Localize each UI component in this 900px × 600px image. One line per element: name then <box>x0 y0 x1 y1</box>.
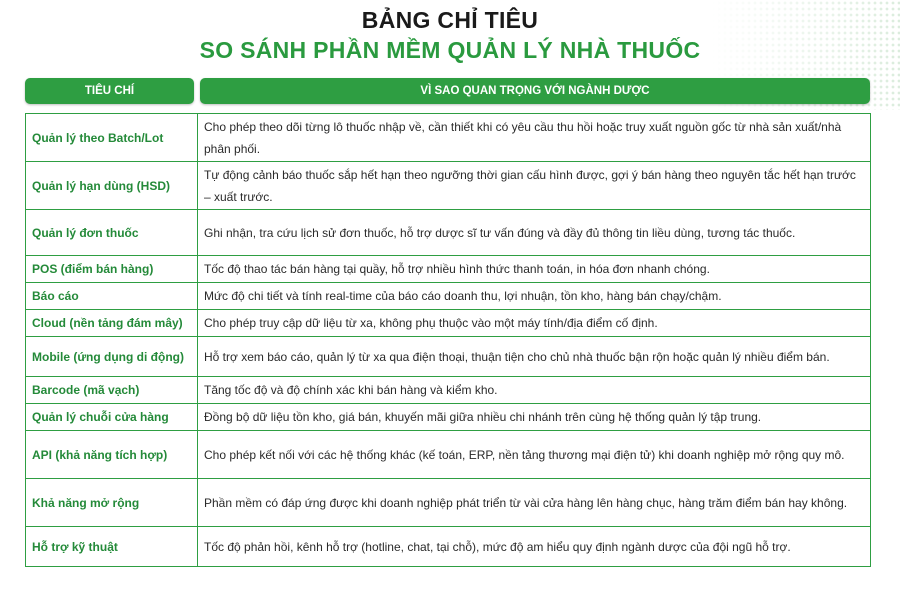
table-row <box>26 404 871 431</box>
table-row <box>26 256 871 283</box>
reason-cell: Hỗ trợ xem báo cáo, quản lý từ xa qua điện thoại, thuận tiện cho chủ nhà thuốc bận rộn hoặc quản lý nhiều điểm bán. <box>198 337 871 377</box>
reason-cell: Đồng bộ dữ liệu tồn kho, giá bán, khuyến mãi giữa nhiều chi nhánh trên cùng hệ thống quản lý tập trung. <box>198 404 871 431</box>
reason-cell: Ghi nhận, tra cứu lịch sử đơn thuốc, hỗ trợ dược sĩ tư vấn đúng và đầy đủ thông tin liều dùng, tương tác thuốc. <box>198 210 871 256</box>
table-row <box>26 162 871 210</box>
table-row <box>26 377 871 404</box>
table-row <box>26 310 871 337</box>
table-row <box>26 114 871 162</box>
criteria-cell: Hỗ trợ kỹ thuật <box>26 527 198 567</box>
table-row <box>26 527 871 567</box>
criteria-cell: API (khả năng tích hợp) <box>26 431 198 479</box>
criteria-cell: Quản lý theo Batch/Lot <box>26 114 198 162</box>
reason-cell: Cho phép truy cập dữ liệu từ xa, không phụ thuộc vào một máy tính/địa điểm cố định. <box>198 310 871 337</box>
criteria-cell: Báo cáo <box>26 283 198 310</box>
column-header-reason: VÌ SAO QUAN TRỌNG VỚI NGÀNH DƯỢC <box>200 78 870 104</box>
column-header-criteria: TIÊU CHÍ <box>25 78 194 104</box>
reason-cell: Tăng tốc độ và độ chính xác khi bán hàng và kiểm kho. <box>198 377 871 404</box>
reason-cell: Tốc độ thao tác bán hàng tại quầy, hỗ trợ nhiều hình thức thanh toán, in hóa đơn nhanh chóng. <box>198 256 871 283</box>
criteria-cell: Barcode (mã vạch) <box>26 377 198 404</box>
criteria-cell: Quản lý đơn thuốc <box>26 210 198 256</box>
reason-cell: Cho phép theo dõi từng lô thuốc nhập về, cần thiết khi có yêu cầu thu hồi hoặc truy xuất nguồn gốc từ nhà sản xuất/nhà phân phối. <box>198 114 871 162</box>
table-row <box>26 283 871 310</box>
criteria-cell: Cloud (nền tảng đám mây) <box>26 310 198 337</box>
reason-cell: Cho phép kết nối với các hệ thống khác (kế toán, ERP, nền tảng thương mại điện tử) khi doanh nghiệp mở rộng quy mô. <box>198 431 871 479</box>
page-subtitle: SO SÁNH PHẦN MỀM QUẢN LÝ NHÀ THUỐC <box>199 37 701 63</box>
table-row <box>26 479 871 527</box>
criteria-cell: POS (điểm bán hàng) <box>26 256 198 283</box>
reason-cell: Mức độ chi tiết và tính real-time của báo cáo doanh thu, lợi nhuận, tồn kho, hàng bán chạy/chậm. <box>198 283 871 310</box>
reason-cell: Tốc độ phản hồi, kênh hỗ trợ (hotline, chat, tại chỗ), mức độ am hiểu quy định ngành dược của đội ngũ hỗ trợ. <box>198 527 871 567</box>
criteria-cell: Khả năng mở rộng <box>26 479 198 527</box>
table-row <box>26 337 871 377</box>
criteria-cell: Quản lý hạn dùng (HSD) <box>26 162 198 210</box>
reason-cell: Tự động cảnh báo thuốc sắp hết hạn theo ngưỡng thời gian cấu hình được, gợi ý bán hàng theo nguyên tắc hết hạn trước – xuất trước. <box>198 162 871 210</box>
table-row <box>26 210 871 256</box>
criteria-table <box>25 113 871 567</box>
criteria-cell: Mobile (ứng dụng di động) <box>26 337 198 377</box>
page-title: BẢNG CHỈ TIÊU <box>361 7 539 33</box>
criteria-cell: Quản lý chuỗi cửa hàng <box>26 404 198 431</box>
table-row <box>26 431 871 479</box>
reason-cell: Phần mềm có đáp ứng được khi doanh nghiệp phát triển từ vài cửa hàng lên hàng chục, hàng trăm điểm bán hay không. <box>198 479 871 527</box>
